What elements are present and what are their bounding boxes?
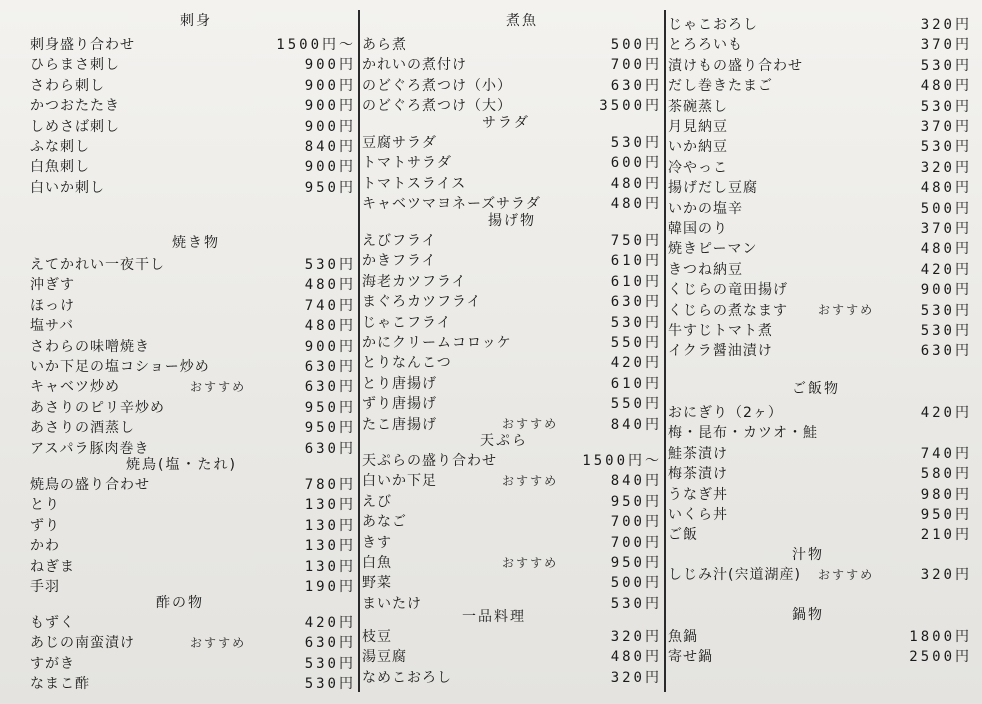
menu-item xyxy=(30,315,356,335)
menu-item xyxy=(668,422,972,442)
menu-item-price: 630円 xyxy=(610,77,662,94)
menu-item-price: 780円 xyxy=(304,477,356,493)
section-title-ippin: 一品料理 xyxy=(462,609,526,625)
menu-item-price: 530円 xyxy=(920,98,972,115)
menu-item-price: 580円 xyxy=(920,466,972,483)
menu-item xyxy=(30,177,356,197)
menu-item-price: 130円 xyxy=(304,558,356,575)
recommended-note: おすすめ xyxy=(502,555,559,570)
menu-item-name: かつおたたき xyxy=(30,98,120,115)
recommended-note: おすすめ xyxy=(502,473,559,488)
menu-item xyxy=(362,230,662,250)
section-title-sashimi: 刺身 xyxy=(180,13,212,29)
menu-item xyxy=(668,484,972,504)
menu-item-name: かわ xyxy=(30,538,60,555)
menu-item-name: アスパラ豚肉巻き xyxy=(30,440,150,457)
section-title-nabe: 鍋物 xyxy=(792,607,824,623)
menu-item xyxy=(30,136,356,156)
menu-item-price: 900円 xyxy=(304,159,356,176)
section-title-tempura: 天ぷら xyxy=(480,433,528,449)
menu-item xyxy=(30,75,356,95)
menu-item-price: 840円 xyxy=(304,139,356,155)
menu-item xyxy=(668,320,972,340)
menu-item xyxy=(362,312,662,332)
menu-item-price: 190円 xyxy=(304,579,356,595)
menu-item-price: 1500円〜 xyxy=(582,453,662,469)
menu-item-price: 840円 xyxy=(610,473,662,490)
menu-item-name: いか納豆 xyxy=(668,139,728,156)
menu-item-price: 480円 xyxy=(920,180,972,197)
menu-item-price: 950円 xyxy=(304,179,356,196)
menu-item-name: なめこおろし xyxy=(362,669,452,686)
menu-item-price: 2500円 xyxy=(909,649,972,666)
recommended-note: おすすめ xyxy=(818,303,875,318)
menu-item-name: 海老カツフライ xyxy=(362,273,467,290)
menu-item xyxy=(668,218,972,238)
menu-item-price: 370円 xyxy=(920,221,972,237)
menu-item-price: 630円 xyxy=(304,635,356,652)
menu-item-name: じゃこおろし xyxy=(668,17,758,33)
menu-item-name: 梅茶漬け xyxy=(668,466,728,483)
menu-item-name: 白魚 xyxy=(362,555,392,571)
menu-item-name: いか下足の塩コショー炒め xyxy=(30,359,210,375)
menu-item-price: 500円 xyxy=(610,575,662,592)
menu-item xyxy=(30,417,356,437)
menu-item-name: かれいの煮付け xyxy=(362,57,467,74)
menu-item-name: いくら丼 xyxy=(668,507,728,523)
menu-item-name: あなご xyxy=(362,514,407,531)
menu-item-price: 210円 xyxy=(920,527,972,544)
menu-item xyxy=(362,491,662,511)
menu-item xyxy=(30,535,356,555)
menu-item-name: あじの南蛮漬け xyxy=(30,635,135,652)
menu-item-name: くじらの煮なます xyxy=(668,302,788,319)
menu-item-name: 茶碗蒸し xyxy=(668,98,728,115)
menu-item-name: しじみ汁(宍道湖産) xyxy=(668,567,801,583)
recommended-note: おすすめ xyxy=(190,379,247,394)
menu-item-price: 530円 xyxy=(610,135,662,151)
menu-item xyxy=(30,397,356,417)
column-divider-2 xyxy=(664,10,666,692)
section-title-agemono: 揚げ物 xyxy=(488,213,536,229)
menu-item-price: 370円 xyxy=(920,37,972,54)
recommended-note: おすすめ xyxy=(818,567,875,582)
menu-item-name: 沖ぎす xyxy=(30,277,75,294)
menu-item-name: さわら刺し xyxy=(30,77,105,94)
menu-item-price: 950円 xyxy=(610,555,662,571)
menu-item xyxy=(30,336,356,356)
menu-item-price: 900円 xyxy=(304,118,356,135)
menu-item xyxy=(668,279,972,299)
menu-item xyxy=(362,552,662,572)
menu-item-name: キャベツ炒め xyxy=(30,379,120,396)
menu-item-price: 900円 xyxy=(920,282,972,299)
menu-item-price: 1500円〜 xyxy=(276,37,356,53)
menu-item-price: 950円 xyxy=(610,493,662,510)
menu-item-name: 揚げだし豆腐 xyxy=(668,180,758,197)
menu-item xyxy=(30,274,356,294)
menu-item-price: 480円 xyxy=(610,649,662,666)
menu-item-name: まぐろカツフライ xyxy=(362,294,482,311)
menu-item-name: のどぐろ煮つけ（大） xyxy=(362,98,512,115)
menu-item-name: 白いか刺し xyxy=(30,179,105,196)
menu-item-name: 魚鍋 xyxy=(668,629,698,645)
menu-item xyxy=(30,673,356,693)
menu-item-price: 530円 xyxy=(920,323,972,339)
menu-item xyxy=(362,532,662,552)
menu-item xyxy=(668,157,972,177)
menu-item xyxy=(668,443,972,463)
menu-item-name: もずく xyxy=(30,615,75,631)
menu-column-1 xyxy=(30,6,356,700)
menu-item-price: 900円 xyxy=(304,77,356,94)
menu-item xyxy=(30,556,356,576)
menu-item xyxy=(30,632,356,652)
menu-item-price: 420円 xyxy=(610,355,662,372)
menu-item-price: 530円 xyxy=(920,139,972,156)
menu-item-name: 手羽 xyxy=(30,579,60,595)
menu-item xyxy=(668,238,972,258)
menu-column-3 xyxy=(668,6,972,700)
menu-item-name: ねぎま xyxy=(30,558,75,575)
section-title-yakimono: 焼き物 xyxy=(172,235,220,251)
menu-item-price: 740円 xyxy=(304,297,356,314)
menu-item-name: あさりのピリ辛炒め xyxy=(30,399,165,416)
menu-item xyxy=(668,198,972,218)
menu-item-name: ひらまさ刺し xyxy=(30,57,120,74)
menu-item xyxy=(668,34,972,54)
menu-item xyxy=(30,474,356,494)
menu-item-name: 焼きピーマン xyxy=(668,241,758,258)
section-title-shiru: 汁物 xyxy=(792,547,824,563)
menu-item-price: 480円 xyxy=(610,175,662,192)
menu-item-price: 3500円 xyxy=(599,98,662,115)
menu-item-price: 500円 xyxy=(920,200,972,217)
menu-item-price: 530円 xyxy=(304,655,356,672)
menu-item-price: 550円 xyxy=(610,396,662,413)
menu-item-name: キャベツマヨネーズサラダ xyxy=(362,196,541,213)
menu-item-name: 韓国のり xyxy=(668,221,728,237)
menu-item-name: さわらの味噌焼き xyxy=(30,338,150,355)
menu-item-price: 320円 xyxy=(610,629,662,645)
menu-item-price: 630円 xyxy=(610,294,662,311)
menu-item-name: しめさば刺し xyxy=(30,118,120,135)
menu-item-name: ずり唐揚げ xyxy=(362,396,437,413)
menu-item-price: 550円 xyxy=(610,335,662,351)
menu-item xyxy=(668,14,972,34)
menu-item-name: 塩サバ xyxy=(30,318,75,335)
menu-item-price: 480円 xyxy=(920,241,972,258)
menu-item-price: 500円 xyxy=(610,37,662,53)
menu-item-price: 370円 xyxy=(920,119,972,135)
menu-item xyxy=(362,646,662,666)
menu-item-name: 寄せ鍋 xyxy=(668,649,713,666)
menu-column-2 xyxy=(362,6,662,700)
menu-item xyxy=(362,626,662,646)
menu-item-price: 610円 xyxy=(610,273,662,290)
menu-item xyxy=(668,626,972,646)
menu-item-price: 480円 xyxy=(920,78,972,95)
menu-item-price: 610円 xyxy=(610,375,662,392)
menu-item-name: まいたけ xyxy=(362,595,422,612)
menu-item-name: 牛すじトマト煮 xyxy=(668,323,773,339)
menu-item-price: 700円 xyxy=(610,514,662,531)
menu-item xyxy=(30,356,356,376)
menu-item-name: 梅・昆布・カツオ・鮭 xyxy=(668,425,818,442)
menu-item xyxy=(668,646,972,666)
section-title-salad: サラダ xyxy=(482,115,530,131)
menu-item-price: 700円 xyxy=(610,57,662,74)
menu-item xyxy=(668,402,972,422)
menu-item-price: 950円 xyxy=(920,507,972,523)
menu-item-name: すがき xyxy=(30,655,75,672)
menu-item xyxy=(362,572,662,592)
menu-item-name: 野菜 xyxy=(362,575,392,592)
menu-item-name: あさりの酒蒸し xyxy=(30,420,135,437)
menu-item xyxy=(30,376,356,396)
menu-item-price: 320円 xyxy=(920,17,972,33)
menu-item-name: ふな刺し xyxy=(30,139,90,155)
menu-item-price: 900円 xyxy=(304,338,356,355)
menu-item xyxy=(362,250,662,270)
recommended-note: おすすめ xyxy=(190,635,247,650)
menu-item-name: いかの塩辛 xyxy=(668,200,743,217)
menu-item-price: 700円 xyxy=(610,534,662,551)
menu-item-name: 湯豆腐 xyxy=(362,649,407,666)
menu-item-price: 530円 xyxy=(920,302,972,319)
menu-item-price: 130円 xyxy=(304,538,356,555)
menu-item xyxy=(30,34,356,54)
menu-item xyxy=(362,352,662,372)
menu-item-name: 漬けもの盛り合わせ xyxy=(668,57,803,74)
menu-item-name: うなぎ丼 xyxy=(668,486,728,503)
menu-item-name: えびフライ xyxy=(362,233,437,249)
menu-item-price: 530円 xyxy=(610,314,662,331)
menu-item xyxy=(668,177,972,197)
menu-item xyxy=(30,494,356,514)
menu-item-name: とり唐揚げ xyxy=(362,375,437,392)
menu-item xyxy=(362,511,662,531)
menu-item xyxy=(668,524,972,544)
menu-item xyxy=(362,470,662,490)
menu-item-price: 420円 xyxy=(304,615,356,631)
menu-item-name: 豆腐サラダ xyxy=(362,135,437,151)
menu-item xyxy=(30,254,356,274)
menu-item-name: ご飯 xyxy=(668,527,698,544)
menu-item xyxy=(30,612,356,632)
menu-item xyxy=(30,295,356,315)
menu-item-name: おにぎり（2ヶ） xyxy=(668,405,783,421)
menu-item-price: 750円 xyxy=(610,233,662,249)
menu-item-price: 630円 xyxy=(920,343,972,360)
menu-item-name: 白魚刺し xyxy=(30,159,90,176)
recommended-note: おすすめ xyxy=(502,417,559,432)
menu-item-price: 130円 xyxy=(304,497,356,514)
menu-item-name: イクラ醤油漬け xyxy=(668,343,773,360)
menu-item xyxy=(668,96,972,116)
menu-item-name: とりなんこつ xyxy=(362,355,452,372)
menu-item xyxy=(362,332,662,352)
menu-item xyxy=(362,132,662,152)
menu-item xyxy=(30,653,356,673)
menu-item-name: えてかれい一夜干し xyxy=(30,257,165,273)
menu-item-name: 枝豆 xyxy=(362,629,392,645)
menu-item xyxy=(668,259,972,279)
column-divider-1 xyxy=(358,10,360,692)
menu-item-name: きす xyxy=(362,534,392,551)
menu-item xyxy=(668,116,972,136)
section-title-gohan: ご飯物 xyxy=(792,381,840,397)
menu-item-name: じゃこフライ xyxy=(362,314,452,331)
menu-item-name: のどぐろ煮つけ（小） xyxy=(362,77,512,94)
menu-item xyxy=(30,515,356,535)
menu-item xyxy=(668,504,972,524)
menu-item xyxy=(362,450,662,470)
section-title-nizakana: 煮魚 xyxy=(506,13,538,29)
menu-item-name: 月見納豆 xyxy=(668,119,728,135)
menu-item xyxy=(668,463,972,483)
menu-item xyxy=(362,173,662,193)
menu-item-price: 900円 xyxy=(304,98,356,115)
menu-item-name: 天ぷらの盛り合わせ xyxy=(362,453,497,469)
menu-item-price: 530円 xyxy=(304,257,356,273)
menu-item-price: 320円 xyxy=(920,159,972,176)
menu-item-name: えび xyxy=(362,493,392,510)
menu-item-price: 530円 xyxy=(610,595,662,612)
menu-item-price: 1800円 xyxy=(909,629,972,645)
menu-item-name: 焼鳥の盛り合わせ xyxy=(30,477,150,493)
menu-item-price: 530円 xyxy=(920,57,972,74)
menu-item xyxy=(30,116,356,136)
menu-item-name: とり xyxy=(30,497,60,514)
menu-item-price: 480円 xyxy=(610,196,662,213)
menu-item-price: 630円 xyxy=(304,379,356,396)
menu-item-name: あら煮 xyxy=(362,37,407,53)
menu-item-name: きつね納豆 xyxy=(668,261,743,278)
menu-item-name: ほっけ xyxy=(30,297,75,314)
menu-item xyxy=(668,75,972,95)
menu-item-price: 630円 xyxy=(304,359,356,375)
menu-item xyxy=(362,393,662,413)
menu-item-price: 950円 xyxy=(304,399,356,416)
menu-item-price: 420円 xyxy=(920,405,972,421)
menu-item xyxy=(668,340,972,360)
menu-item-name: たこ唐揚げ xyxy=(362,416,437,433)
menu-item-price: 980円 xyxy=(920,486,972,503)
menu-item-name: なまこ酢 xyxy=(30,676,90,693)
menu-item-name: ずり xyxy=(30,517,60,534)
menu-item-name: かにクリームコロッケ xyxy=(362,335,512,351)
menu-item xyxy=(30,54,356,74)
menu-item-name: だし巻きたまご xyxy=(668,78,773,95)
menu-item xyxy=(362,291,662,311)
menu-item xyxy=(362,373,662,393)
menu-item-name: 冷やっこ xyxy=(668,159,728,176)
menu-item-name: 刺身盛り合わせ xyxy=(30,37,135,53)
menu-item xyxy=(362,54,662,74)
menu-item-name: 鮭茶漬け xyxy=(668,445,728,462)
menu-item-price: 840円 xyxy=(610,416,662,433)
menu-item-price: 320円 xyxy=(610,669,662,686)
menu-item-price: 480円 xyxy=(304,318,356,335)
menu-item-price: 900円 xyxy=(304,57,356,74)
menu-item-name: トマトサラダ xyxy=(362,155,452,172)
menu-item xyxy=(668,564,972,584)
menu-item xyxy=(30,95,356,115)
menu-item-name: くじらの竜田揚げ xyxy=(668,282,788,299)
menu-item-name: とろろいも xyxy=(668,37,743,54)
menu-item xyxy=(362,271,662,291)
menu-item xyxy=(30,156,356,176)
menu-item-price: 420円 xyxy=(920,261,972,278)
menu-item xyxy=(362,75,662,95)
menu-item xyxy=(362,667,662,687)
menu-item-name: 白いか下足 xyxy=(362,473,437,490)
menu-item xyxy=(362,34,662,54)
menu-item xyxy=(668,55,972,75)
menu-item-price: 600円 xyxy=(610,155,662,172)
menu-item-price: 630円 xyxy=(304,440,356,457)
section-title-yakitori: 焼鳥(塩・たれ) xyxy=(126,457,237,473)
menu-item-name: トマトスライス xyxy=(362,175,467,192)
menu-item xyxy=(668,136,972,156)
menu-item-name: かきフライ xyxy=(362,253,437,270)
section-title-sunomono: 酢の物 xyxy=(156,595,204,611)
menu-item-price: 130円 xyxy=(304,517,356,534)
menu-item-price: 950円 xyxy=(304,420,356,437)
menu-item-price: 610円 xyxy=(610,253,662,270)
menu-item xyxy=(362,152,662,172)
menu-item-price: 320円 xyxy=(920,567,972,583)
menu-item-price: 480円 xyxy=(304,277,356,294)
menu-item-price: 740円 xyxy=(920,445,972,462)
menu-item-price: 530円 xyxy=(304,676,356,693)
menu-item xyxy=(668,300,972,320)
